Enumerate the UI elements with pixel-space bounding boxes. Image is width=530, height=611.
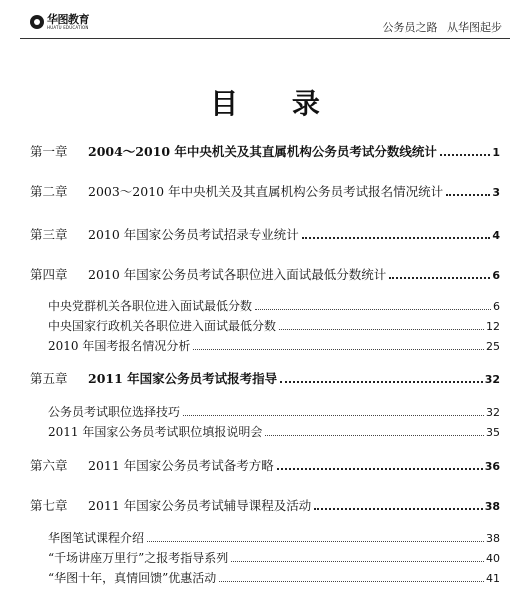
dot-leader (193, 348, 484, 350)
page-header (20, 8, 510, 39)
page-number: 12 (486, 320, 500, 333)
dot-leader (231, 560, 484, 562)
toc-chapter-2[interactable] (30, 182, 500, 200)
toc-chapter-4[interactable] (30, 265, 500, 283)
page-number: 36 (484, 460, 500, 473)
toc-section[interactable] (48, 549, 500, 566)
toc-section[interactable] (48, 297, 500, 314)
dot-leader (277, 467, 483, 470)
chapter-number: 第四章 (30, 267, 68, 282)
toc-chapter-1[interactable] (30, 142, 500, 160)
section-title: 2011 年国家公务员考试职位填报说明会 (48, 425, 263, 439)
dot-leader (440, 153, 490, 156)
page-number: 25 (486, 340, 500, 353)
page-number: 32 (486, 406, 500, 419)
section-title: 中央国家行政机关各职位进入面试最低分数 (48, 319, 277, 333)
dot-leader (219, 580, 484, 582)
section-title: 中央党群机关各职位进入面试最低分数 (48, 299, 253, 313)
dot-leader (446, 193, 490, 196)
dot-leader (279, 328, 484, 330)
page-number: 35 (486, 426, 500, 439)
chapter-title: 2010 年国家公务员考试招录专业统计 (88, 227, 299, 242)
chapter-title: 2011 年国家公务员考试备考方略 (88, 458, 274, 473)
toc-section[interactable] (48, 423, 500, 440)
page-number: 3 (492, 186, 500, 199)
chapter-number: 第二章 (30, 184, 68, 199)
logo-sub-text: HUATU EDUCATION (47, 25, 89, 30)
chapter-number: 第一章 (30, 144, 68, 159)
dot-leader (255, 308, 491, 310)
section-title: 2010 年国考报名情况分析 (48, 339, 191, 353)
toc-chapter-3[interactable] (30, 225, 500, 243)
chapter-title: 2004～2010 年中央机关及其直属机构公务员考试分数线统计 (88, 144, 437, 159)
logo-icon (30, 15, 44, 29)
dot-leader (302, 236, 491, 239)
chapter-title: 2011 年国家公务员考试报考指导 (88, 371, 278, 386)
dot-leader (265, 434, 484, 436)
chapter-title: 2011 年国家公务员考试辅导课程及活动 (88, 498, 312, 513)
chapter-title: 2003～2010 年中央机关及其直属机构公务员考试报名情况统计 (88, 184, 444, 199)
section-title: 华图笔试课程介绍 (48, 531, 145, 545)
page-number: 4 (492, 229, 500, 242)
page-title: 目 录 (210, 87, 342, 120)
toc-section[interactable] (48, 403, 500, 420)
dot-leader (147, 540, 484, 542)
page-number: 32 (484, 373, 500, 386)
chapter-number: 第五章 (30, 371, 68, 386)
brand-logo (30, 14, 89, 30)
toc-section[interactable] (48, 317, 500, 334)
page-number: 38 (486, 532, 500, 545)
toc-section[interactable] (48, 529, 500, 546)
logo-main-text: 华图教育 (47, 13, 89, 26)
chapter-number: 第七章 (30, 498, 68, 513)
toc-chapter-5[interactable] (30, 369, 500, 387)
chapter-number: 第三章 (30, 227, 68, 242)
chapter-number: 第六章 (30, 458, 68, 473)
section-title: 公务员考试职位选择技巧 (48, 405, 181, 419)
toc-section[interactable] (48, 569, 500, 586)
dot-leader (314, 507, 482, 510)
page-number: 41 (486, 572, 500, 585)
section-title: “华图十年，真情回馈”优惠活动 (48, 571, 217, 585)
page-number: 40 (486, 552, 500, 565)
chapter-title: 2010 年国家公务员考试各职位进入面试最低分数统计 (88, 267, 387, 282)
page-number: 1 (492, 146, 500, 159)
page-number: 38 (484, 500, 500, 513)
page-number: 6 (492, 269, 500, 282)
header-slogan: 公务员之路 从华图起步 (382, 21, 502, 34)
toc-chapter-6[interactable] (30, 456, 500, 474)
toc-chapter-7[interactable] (30, 496, 500, 514)
section-title: “千场讲座万里行”之报考指导系列 (48, 551, 229, 565)
dot-leader (389, 276, 490, 279)
dot-leader (183, 414, 484, 416)
toc-section[interactable] (48, 337, 500, 354)
page-number: 6 (493, 300, 500, 313)
dot-leader (280, 380, 483, 383)
